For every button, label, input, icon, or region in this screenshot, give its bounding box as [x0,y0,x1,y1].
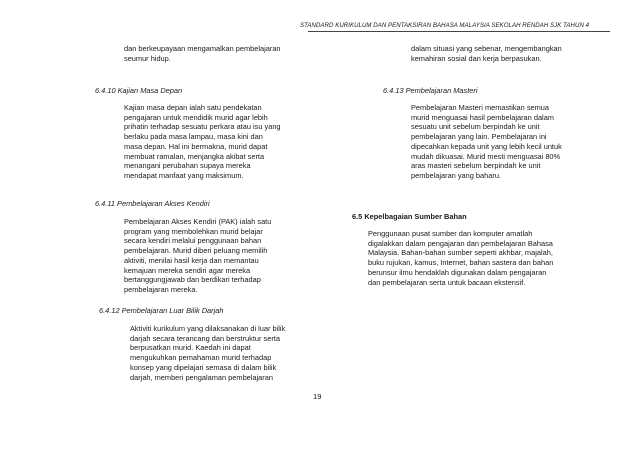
text-line: aras masteri sebelum berpindah ke unit [411,161,541,171]
section-body-6-5 [368,229,590,287]
left-intro-continuation [124,44,304,63]
text-line: pembelajaran. Murid diberi peluang memilih [124,246,268,256]
text-line: dan pembelajaran serta untuk bacaan ekstensif. [368,277,526,287]
section-heading-6-5: 6.5 Kepelbagaian Sumber Bahan [352,212,467,221]
text-line: pembelajaran mereka. [124,284,198,294]
text-line: kemajuan mereka sendiri agar mereka [124,265,251,275]
text-line: murid menguasai hasil pembelajaran dalam [411,112,554,122]
text-line: menangani perubahan supaya mereka [124,161,251,171]
section-heading-6-4-13: 6.4.13 Pembelajaran Masteri [383,86,478,95]
section-heading-6-4-10: 6.4.10 Kajian Masa Depan [95,86,183,95]
page-number: 19 [313,392,322,401]
text-line: masa depan. Hal ini bermakna, murid dapat [124,141,268,151]
text-line: prihatin terhadap sesuatu perkara atau isu yang [124,122,281,132]
text-line: digalakkan dalam pengajaran dan pembelajaran Bahasa [368,238,553,248]
text-line: kemahiran sosial dan kerja berpasukan. [411,53,542,63]
section-heading-6-4-11: 6.4.11 Pembelajaran Akses Kendiri [95,199,210,208]
section-body-6-4-12 [130,324,306,382]
text-line: Pembelajaran Masteri memastikan semua [411,103,550,112]
text-line: darjah, memberi pengalaman pembelajaran [130,372,273,382]
section-body-6-4-11 [124,217,304,295]
text-line: berpusatkan murid. Kaedah ini dapat [130,343,251,353]
text-line: program yang membolehkan murid belajar [124,226,263,236]
text-line: mendapat manfaat yang maksimum. [124,170,244,180]
section-body-6-4-10 [124,103,304,181]
text-line: berunsur ilmu hendaklah digunakan dalam pengajaran [368,267,547,277]
text-line: mudah dikuasai. Murid mesti menguasai 80% [411,151,561,161]
running-header: STANDARD KURIKULUM DAN PENTAKSIRAN BAHASA MALAYSIA SEKOLAH RENDAH SJK TAHUN 4 [300,22,590,29]
text-line: Penggunaan pusat sumber dan komputer amatlah [368,229,533,238]
text-line: pembelajaran yang baharu. [411,170,501,180]
text-line: Pembelajaran Akses Kendiri (PAK) ialah satu [124,217,272,226]
header-rule [308,31,610,32]
text-line: konsep yang dipelajari semasa di dalam bilik [130,362,277,372]
text-line: Aktiviti kurikulum yang dilaksanakan di luar bilik [130,324,286,333]
text-line: dan berkeupayaan mengamalkan pembelajaran [124,44,281,53]
text-line: membuat ramalan, menjangka akibat serta [124,151,265,161]
text-line: mengukuhkan pemahaman murid terhadap [130,353,272,363]
text-line: dalam situasi yang sebenar, mengembangkan [411,44,562,53]
text-line: sesuatu unit sebelum berpindah ke unit [411,122,540,132]
text-line: aktiviti, menilai hasil kerja dan memantau [124,255,259,265]
section-body-6-4-13 [411,103,588,181]
text-line: secara kendiri melalui penggunaan bahan [124,236,262,246]
text-line: Malaysia. Bahan-bahan sumber seperti akhbar, majalah, [368,248,553,258]
text-line: seumur hidup. [124,53,171,63]
section-heading-6-4-12: 6.4.12 Pembelajaran Luar Bilik Darjah [99,306,224,315]
text-line: pembelajaran yang lain. Pembelajaran ini [411,132,547,142]
text-line: pengajaran untuk mendidik murid agar lebih [124,112,268,122]
text-line: dipecahkan kepada unit yang lebih kecil untuk [411,141,562,151]
right-intro-continuation [411,44,588,63]
text-line: bertanggungjawab dan berdikari terhadap [124,275,261,285]
text-line: Kajian masa depan ialah satu pendekatan [124,103,262,112]
text-line: darjah secara terancang dan berstruktur serta [130,333,280,343]
text-line: buku rujukan, kamus, Internet, bahan sastera dan bahan [368,258,554,268]
text-line: berlaku pada masa lampau, masa kini dan [124,132,263,142]
